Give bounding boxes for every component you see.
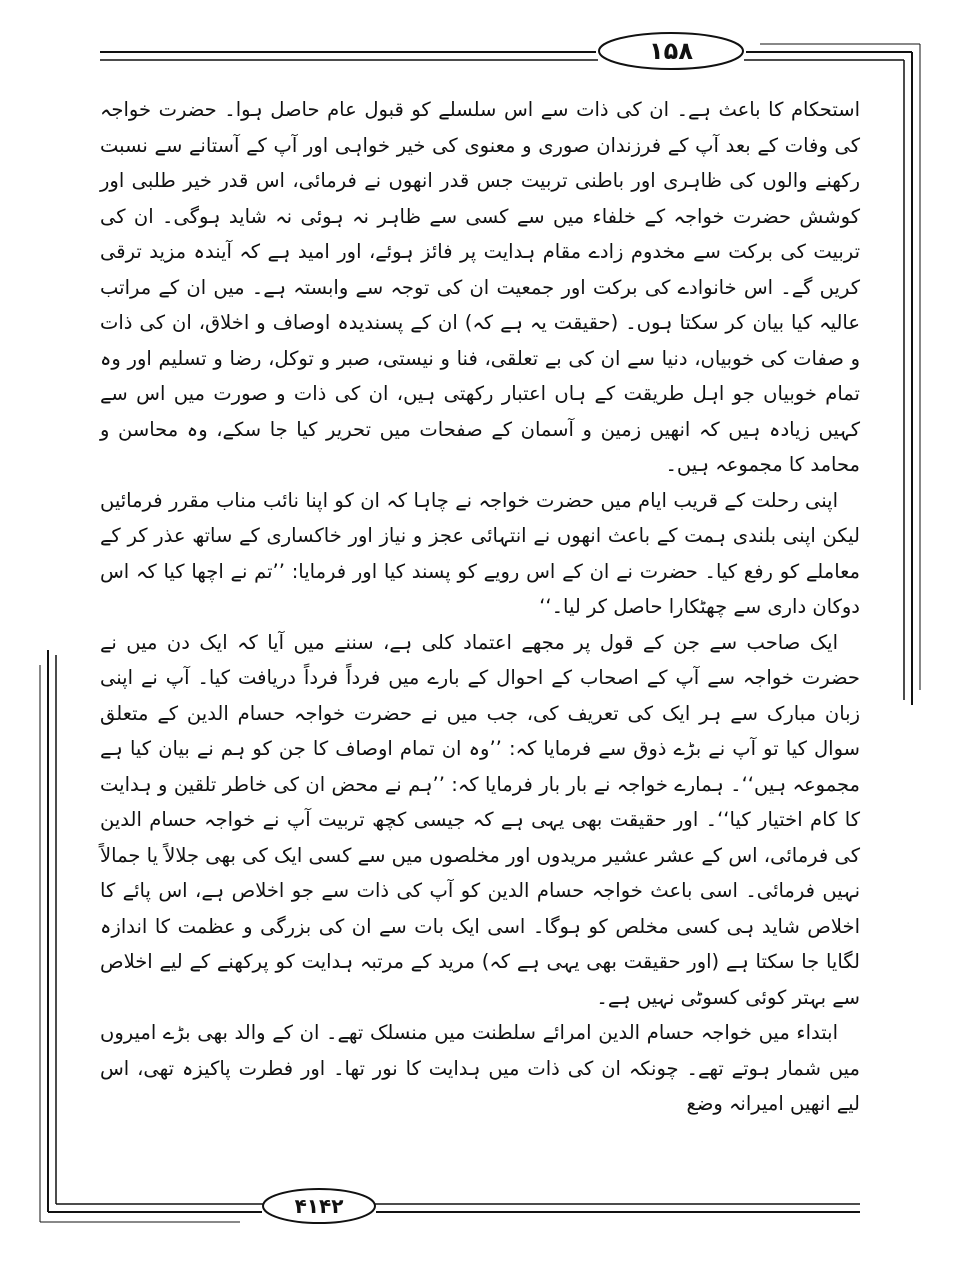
paragraph-1: استحکام کا باعث ہے۔ ان کی ذات سے اس سلسلے کو قبول عام حاصل ہوا۔ حضرت خواجہ کی وفات کے بعد آپ کے فرزندان صوری و معنوی کی خیر خواہی اور آپ کے آستانے سے نسبت رکھنے والوں کی ظاہری اور باطنی تربیت جس قدر انھوں نے فرمائی، اس قدر خیر طلبی اور کوشش حضرت خواجہ کے خلفاء میں سے کسی سے ظاہر نہ ہوئی نہ شاید ہوگی۔ ان کی تربیت کی برکت سے مخدوم زادے مقام ہدایت پر فائز ہوئے، اور امید ہے کہ آیندہ مزید ترقی کریں گے۔ اس خانوادے کی برکت اور جمعیت ان کی توجہ سے وابستہ ہے۔ میں ان کے مراتب عالیہ کیا بیان کر سکتا ہوں۔ (حقیقت یہ ہے کہ) ان کے پسندیدہ اوصاف و اخلاق، ان کی ذات و صفات کی خوبیاں، دنیا سے ان کی بے تعلقی، فنا و نیستی، صبر و توکل، رضا و تسلیم اور وہ تمام خوبیاں جو اہل طریقت کے ہاں اعتبار رکھتی ہیں، ان کی ذات و صورت میں اس سے کہیں زیادہ ہیں کہ انھیں زمین و آسمان کے صفحات میں تحریر کیا جا سکے، وہ محاسن و محامد کا مجموعہ ہیں۔: [100, 98, 860, 476]
bottom-page-number: ۴۱۴۲: [294, 1194, 344, 1218]
urdu-text-body: [100, 92, 860, 1122]
paragraph-2: اپنی رحلت کے قریب ایام میں حضرت خواجہ نے چاہا کہ ان کو اپنا نائب مناب مقرر فرمائیں لیکن اپنی بلندی ہمت کے باعث انھوں نے انتہائی عجز و نیاز اور خاکساری کے ساتھ عذر کر کے معاملے کو رفع کیا۔ حضرت نے ان کے اس رویے کو پسند کیا اور فرمایا: ’’تم نے اچھا کیا کہ اس دوکان داری سے چھٹکارا حاصل کر لیا۔‘‘: [100, 488, 860, 618]
paragraph-4: ابتداء میں خواجہ حسام الدین امرائے سلطنت میں منسلک تھے۔ ان کے والد بھی بڑے امیروں میں شمار ہوتے تھے۔ چونکہ ان کی ذات میں ہدایت کا نور تھا۔ اور فطرت پاکیزہ تھی، اس لیے انھیں امیرانہ وضع: [100, 1021, 860, 1115]
paragraph-3: ایک صاحب سے جن کے قول پر مجھے اعتماد کلی ہے، سننے میں آیا کہ ایک دن میں نے حضرت خواجہ سے آپ کے اصحاب کے احوال کے بارے میں فرداً فرداً دریافت کیا۔ آپ نے اپنی زبان مبارک سے ہر ایک کی تعریف کی، جب میں نے حضرت خواجہ حسام الدین کے متعلق سوال کیا تو آپ نے بڑے ذوق سے فرمایا کہ: ’’وہ ان تمام اوصاف کا جن کو ہم نے بیان کیا ہے مجموعہ ہیں‘‘۔ ہمارے خواجہ نے بار بار فرمایا کہ: ’’ہم نے محض ان کی خاطر تلقین و ہدایت کا کام اختیار کیا‘‘۔ اور حقیقت بھی یہی ہے کہ جیسی کچھ تربیت آپ نے خواجہ حسام الدین کی فرمائی، اس کے عشر عشیر مریدوں اور مخلصوں میں سے کسی ایک کی بھی جلالاً یا جمالاً نہیں فرمائی۔ اسی باعث خواجہ حسام الدین کو آپ کی ذات سے جو اخلاص ہے، اس پائے کا اخلاص شاید ہی کسی مخلص کو ہوگا۔ اسی ایک بات سے ان کی بزرگی و عظمت کا اندازہ لگایا جا سکتا ہے (اور حقیقت بھی یہی ہے کہ) مرید کے مرتبہ ہدایت کو پرکھنے کے لیے اخلاص سے بہتر کوئی کسوٹی نہیں ہے۔: [100, 630, 860, 1009]
top-page-number: ۱۵۸: [649, 37, 693, 65]
